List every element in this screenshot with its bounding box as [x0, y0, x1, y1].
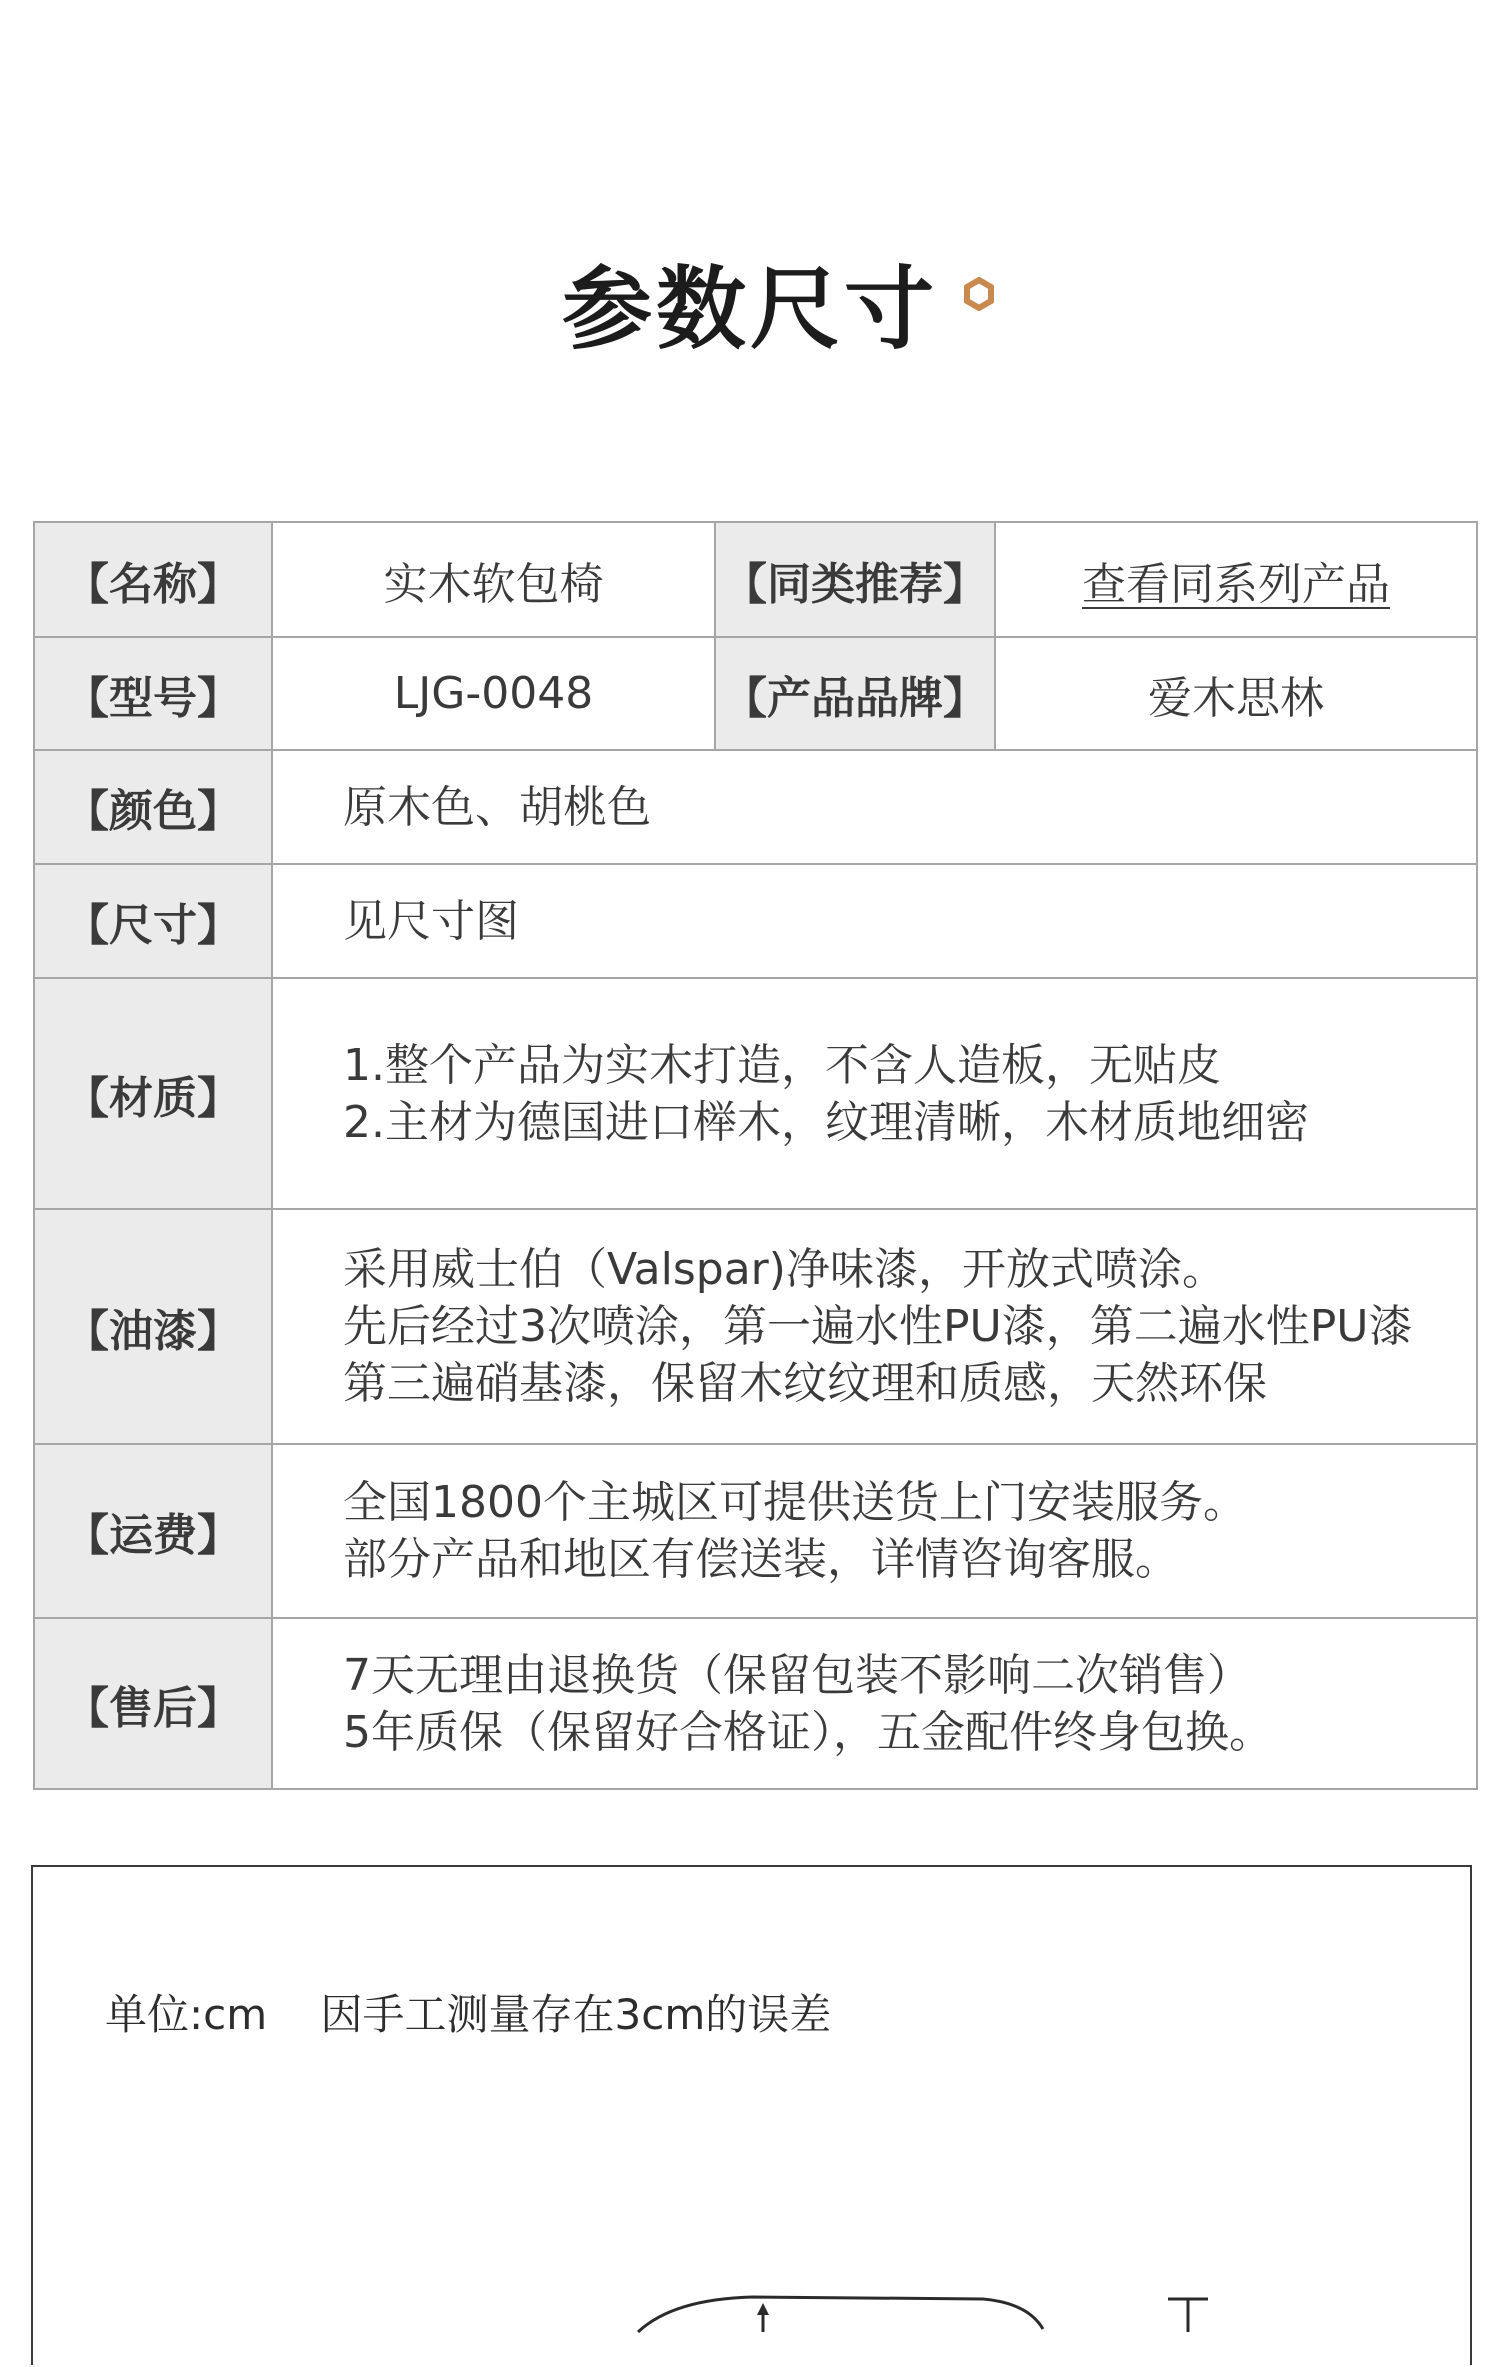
page-title-text: 参数尺寸	[562, 257, 938, 362]
table-row-material	[34, 978, 1477, 1209]
color-label: 【颜色】	[34, 750, 272, 864]
model-label: 【型号】	[34, 637, 272, 750]
hexagon-icon	[962, 277, 996, 311]
table-row-paint	[34, 1209, 1477, 1444]
table-row-name	[34, 522, 1477, 637]
model-value: LJG-0048	[272, 637, 715, 750]
size-label: 【尺寸】	[34, 864, 272, 978]
shipping-value	[272, 1444, 1477, 1618]
dimension-arrowhead	[757, 2303, 769, 2315]
table-row-shipping	[34, 1444, 1477, 1618]
chair-dimension-drawing	[33, 1867, 1470, 2367]
params-table	[33, 521, 1478, 1790]
shipping-label: 【运费】	[34, 1444, 272, 1618]
brand-label: 【产品品牌】	[715, 637, 995, 750]
size-value: 见尺寸图	[272, 864, 1477, 978]
material-value	[272, 978, 1477, 1209]
paint-value	[272, 1209, 1477, 1444]
color-value: 原木色、胡桃色	[272, 750, 1477, 864]
similar-cell	[995, 522, 1477, 637]
similar-series-link[interactable]: 查看同系列产品	[1082, 558, 1390, 610]
paint-label: 【油漆】	[34, 1209, 272, 1444]
chair-top-outline	[638, 2297, 1043, 2332]
paint-line: 采用威士伯（Valspar)净味漆，开放式喷涂。	[343, 1244, 1226, 1295]
paint-line: 第三遍硝基漆，保留木纹纹理和质感，天然环保	[343, 1358, 1267, 1409]
size-chart-panel	[31, 1865, 1472, 2365]
aftersale-label: 【售后】	[34, 1618, 272, 1789]
aftersale-value	[272, 1618, 1477, 1789]
brand-value: 爱木思林	[995, 637, 1477, 750]
material-line: 2.主材为德国进口榉木，纹理清晰，木材质地细密	[343, 1096, 1309, 1148]
table-row-aftersale	[34, 1618, 1477, 1789]
table-row-size	[34, 864, 1477, 978]
similar-label: 【同类推荐】	[715, 522, 995, 637]
page-title	[562, 255, 938, 365]
title-section	[0, 255, 1500, 365]
name-value: 实木软包椅	[272, 522, 715, 637]
name-label: 【名称】	[34, 522, 272, 637]
material-label: 【材质】	[34, 978, 272, 1209]
aftersale-line: 5年质保（保留好合格证），五金配件终身包换。	[343, 1706, 1273, 1758]
material-line: 1.整个产品为实木打造，不含人造板，无贴皮	[343, 1039, 1221, 1091]
aftersale-line: 7天无理由退换货（保留包装不影响二次销售）	[343, 1649, 1251, 1701]
shipping-line: 部分产品和地区有偿送装，详情咨询客服。	[343, 1534, 1179, 1585]
paint-line: 先后经过3次喷涂，第一遍水性PU漆，第二遍水性PU漆	[343, 1301, 1413, 1352]
table-row-model	[34, 637, 1477, 750]
shipping-line: 全国1800个主城区可提供送货上门安装服务。	[343, 1477, 1247, 1528]
unit-note: 单位:cm 因手工测量存在3cm的误差	[105, 1990, 832, 2039]
table-row-color	[34, 750, 1477, 864]
